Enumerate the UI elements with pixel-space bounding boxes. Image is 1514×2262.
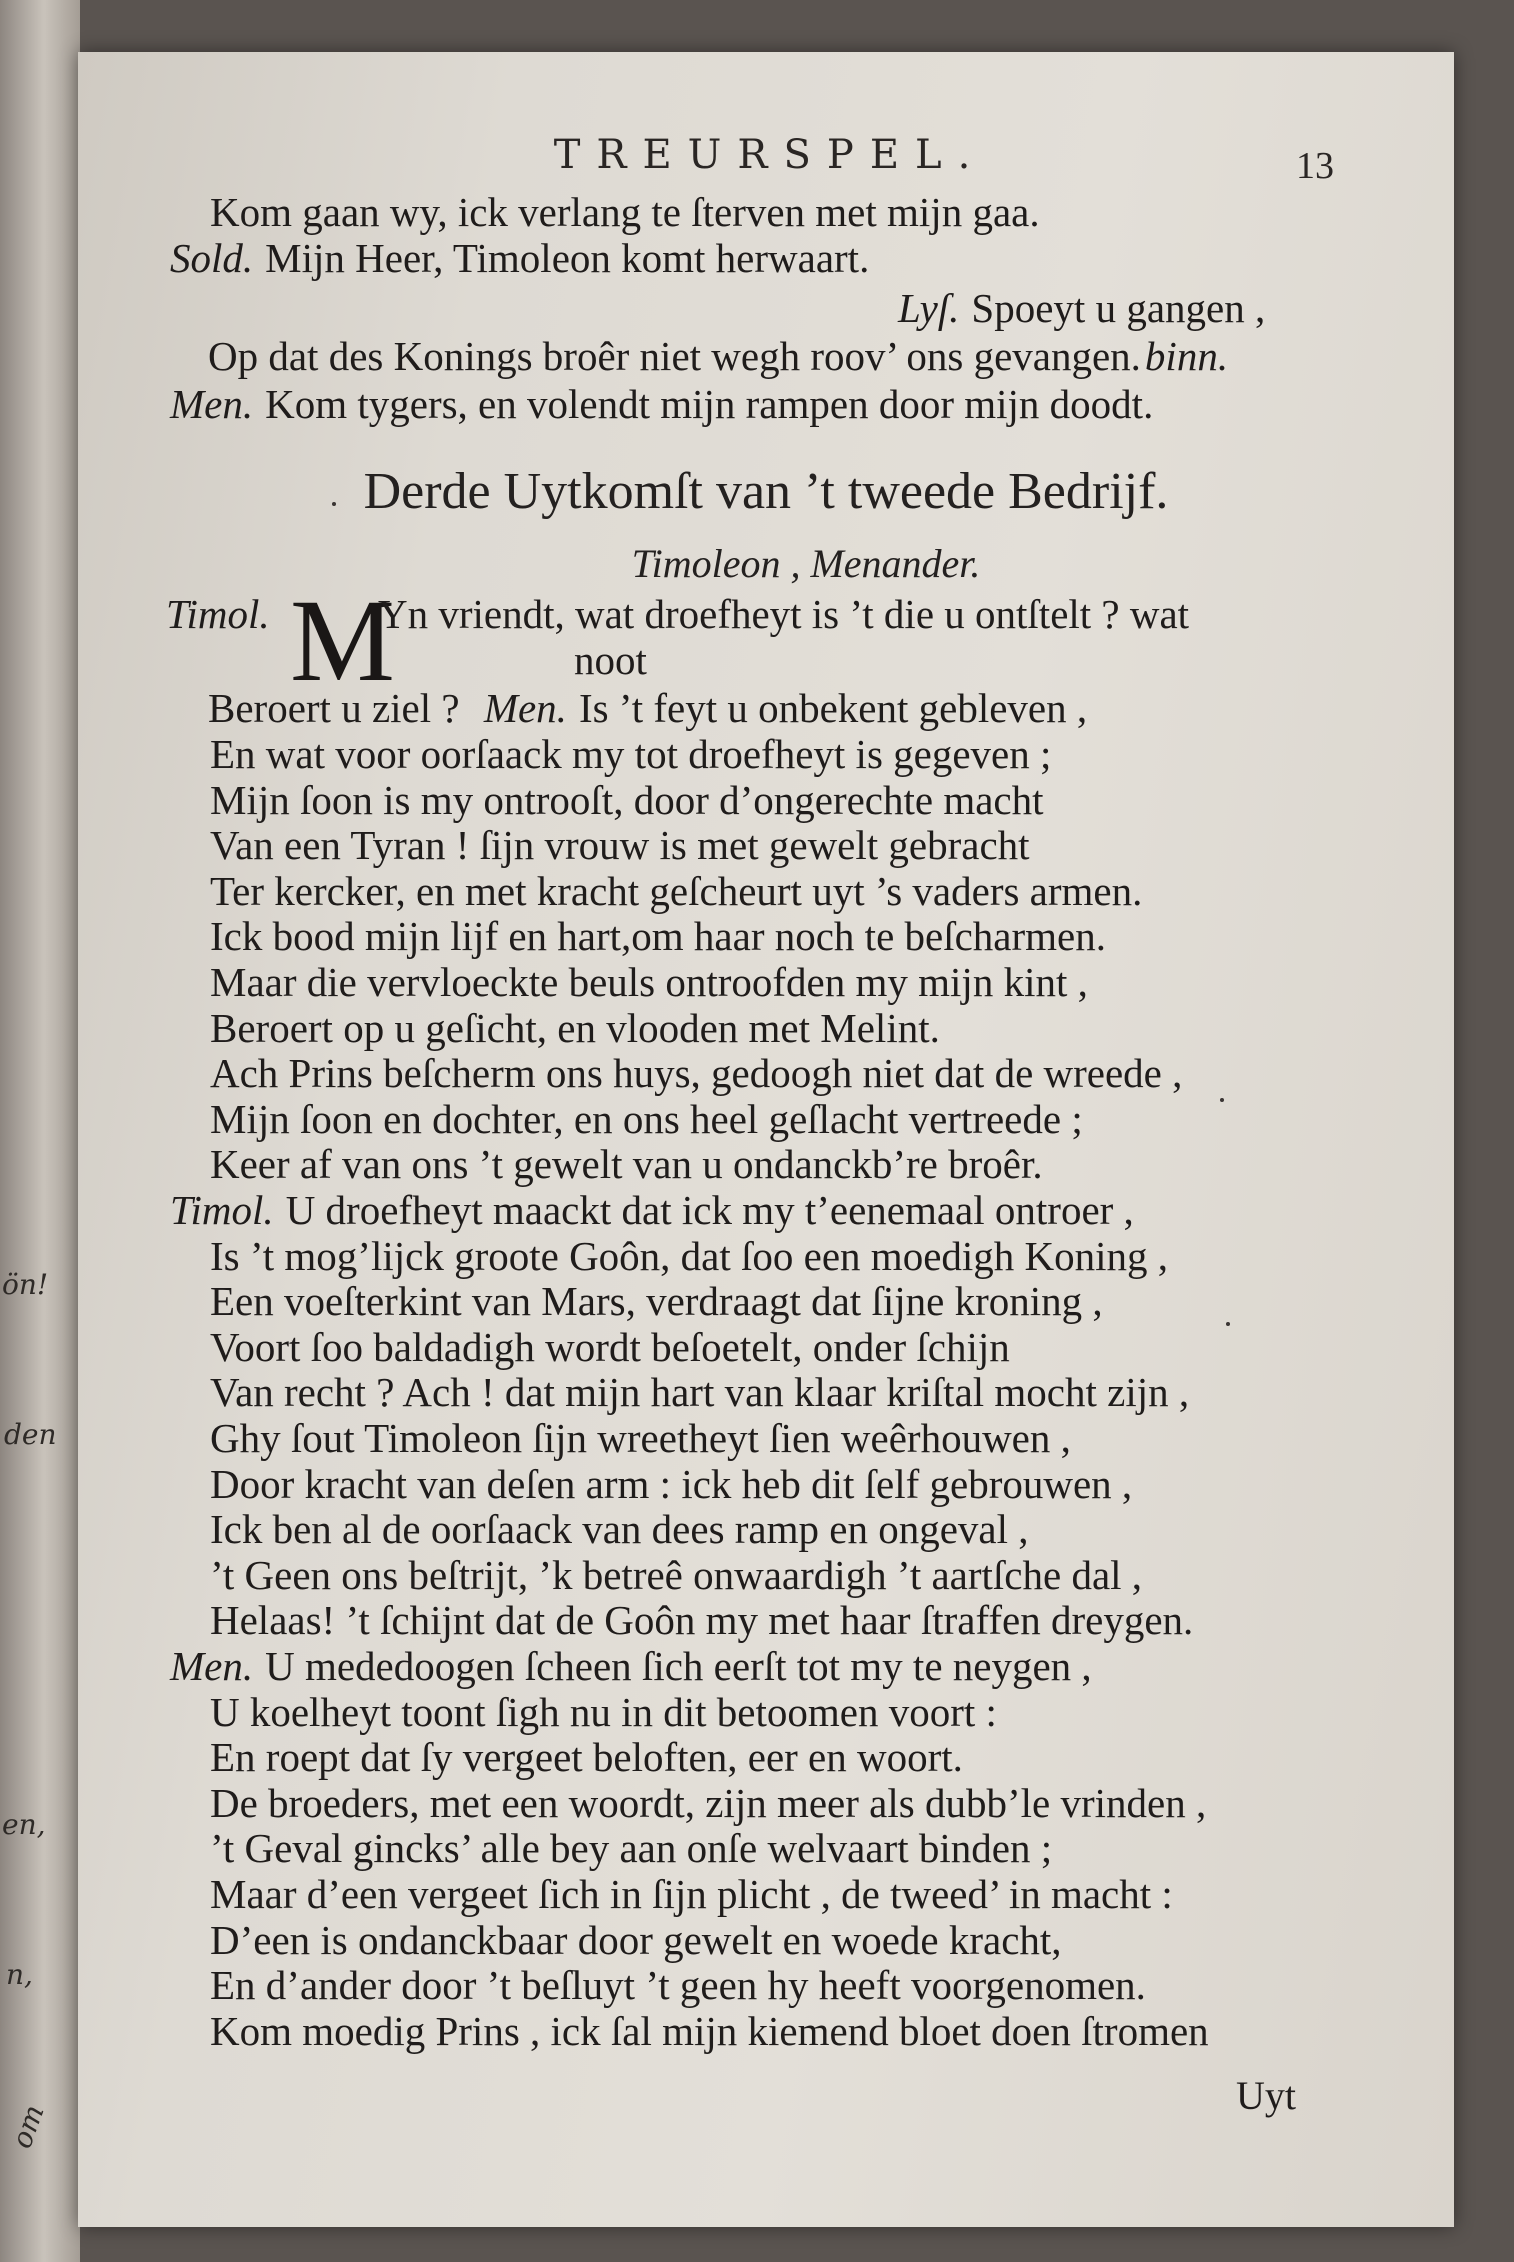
left-fragment: den — [4, 1418, 57, 1451]
verse-text: D’een is ondanckbaar door gewelt en woede kracht, — [210, 1916, 1062, 1963]
verse-line — [210, 1232, 1168, 1280]
verse-text: Ghy ſout Timoleon ſijn wreetheyt ſien weêrhouwen , — [210, 1415, 1071, 1461]
verse-text: Ick ben al de oorſaack van dees ramp en ongeval , — [210, 1506, 1029, 1553]
verse-text: noot — [574, 637, 647, 683]
verse-line — [210, 912, 1106, 960]
verse-line — [210, 1779, 1206, 1827]
verse-text: Is ’t feyt u onbekent gebleven , — [578, 685, 1088, 731]
page-number: 13 — [1296, 145, 1334, 187]
verse-line — [210, 1596, 1193, 1644]
verse-line — [210, 1505, 1029, 1553]
verse-line — [210, 730, 1051, 778]
verse-text: U mededoogen ſcheen ſich eerſt tot my te neygen , — [265, 1643, 1092, 1689]
ink-speck — [332, 502, 336, 506]
verse-text: Voort ſoo baldadigh wordt beſoetelt, onder ſchijn — [210, 1323, 1010, 1370]
verse-text: Yn vriendt, wat droefheyt is ’t die u ontſtelt ? wat — [378, 591, 1190, 637]
verse-line — [170, 1642, 1092, 1690]
verse-text: Maar die vervloeckte beuls ontroofden my mijn kint , — [210, 959, 1088, 1005]
verse-text: Kom moedig Prins , ick ſal mijn kiemend bloet doen ſtromen — [210, 2007, 1209, 2054]
verse-line — [210, 1414, 1071, 1462]
verse-turnover — [574, 636, 647, 684]
running-title: TREURSPEL. — [553, 132, 987, 178]
verse-line — [210, 1095, 1083, 1143]
verse-text: Is ’t mog’lijck groote Goôn, dat ſoo een moedigh Koning , — [210, 1232, 1169, 1279]
speaker-label — [166, 590, 270, 638]
verse-line — [378, 590, 1189, 638]
scene-heading: Derde Uytkomſt van ’t tweede Bedrijf. — [363, 463, 1169, 520]
verse-text: Ach Prins beſcherm ons huys, gedoogh niet dat de wreede , — [210, 1050, 1183, 1097]
verse-text: Een voeſterkint van Mars, verdraagt dat ſijne kroning , — [210, 1278, 1103, 1325]
drop-capital: M — [290, 575, 395, 706]
verse-text: U droefheyt maackt dat ick my t’eenemaal ontroer , — [285, 1187, 1134, 1233]
catchword: Uyt — [1236, 2073, 1296, 2118]
verse-line — [210, 1733, 963, 1781]
verse-line — [210, 1277, 1103, 1325]
verse-text: ’t Geval gincks’ alle bey aan onſe welvaart binden ; — [210, 1825, 1053, 1872]
verse-text: Keer af van ons ’t gewelt van u ondanckb’re broêr. — [210, 1141, 1043, 1188]
verse-text: Van een Tyran ! ſijn vrouw is met gewelt gebracht — [210, 822, 1030, 869]
verse-text: En d’ander door ’t beſluyt ’t geen hy heeft voorgenomen. — [210, 1962, 1146, 2009]
ink-speck — [1226, 1322, 1230, 1326]
verse-text: Kom gaan wy, ick verlang te ſterven met mijn gaa. — [210, 189, 1040, 235]
verse-text: Van recht ? Ach ! dat mijn hart van klaar kriſtal mocht zijn , — [210, 1369, 1190, 1416]
verse-line — [210, 1049, 1182, 1097]
verse-line — [210, 821, 1030, 869]
speaker-label: Men. — [170, 381, 254, 427]
left-fragment: n, — [6, 1958, 33, 1991]
verse-text: U koelheyt toont ſigh nu in dit betoomen voort : — [210, 1688, 997, 1735]
cast-list: Timoleon , Menander. — [631, 541, 981, 586]
verse-line — [210, 1870, 1173, 1918]
verse-line — [210, 1140, 1043, 1188]
verse-text: Op dat des Konings broêr niet wegh roov’ ons gevangen. — [208, 333, 1141, 379]
verse-line — [170, 1186, 1134, 1234]
speaker-label: Men. — [483, 685, 567, 731]
verse-line — [210, 1323, 1010, 1371]
verse-line — [208, 684, 1087, 732]
verse-text: Kom tygers, en volendt mijn rampen door mijn doodt. — [265, 381, 1154, 427]
left-fragment: om — [4, 2100, 51, 2153]
verse-text: Beroert u ziel ? — [208, 685, 460, 731]
verse-text: Ter kercker, en met kracht geſcheurt uyt ’s vaders armen. — [210, 867, 1143, 914]
verse-text: En wat voor oorſaack my tot droefheyt is gegeven ; — [210, 731, 1052, 777]
verse-text: En roept dat ſy vergeet beloften, eer en woort. — [210, 1734, 963, 1781]
speaker-label: Sold. — [170, 235, 254, 281]
stage-direction: binn. — [1144, 333, 1229, 379]
verse-text: Maar d’een vergeet ſich in ſijn plicht , de tweed’ in macht : — [210, 1871, 1173, 1917]
verse-text: Beroert op u geſicht, en vlooden met Melint. — [210, 1004, 940, 1051]
verse-text: Mijn Heer, Timoleon komt herwaart. — [265, 235, 870, 281]
verse-line — [210, 1004, 940, 1052]
verse-line — [210, 188, 1040, 236]
left-fragment: en, — [2, 1808, 46, 1841]
verse-line — [210, 1961, 1146, 2009]
speaker-label: Timol. — [170, 1187, 274, 1233]
verse-line — [170, 380, 1153, 428]
verse-line — [208, 332, 1240, 380]
verse-text: Spoeyt u gangen , — [971, 285, 1266, 331]
book-page — [78, 52, 1454, 2227]
verse-line — [210, 1688, 997, 1736]
verse-line — [210, 1460, 1132, 1508]
verse-line — [210, 867, 1142, 915]
verse-text: Door kracht van deſen arm : ick heb dit ſelf gebrouwen , — [210, 1460, 1133, 1507]
verse-line — [210, 1824, 1052, 1872]
verse-line — [210, 1551, 1142, 1599]
verse-line — [210, 2007, 1209, 2055]
speaker-label: Men. — [170, 1643, 254, 1689]
left-page-edge — [0, 0, 80, 2262]
speaker-label-text: Timol. — [166, 591, 270, 637]
verse-text: Mijn ſoon is my ontrooſt, door d’ongerechte macht — [210, 776, 1044, 823]
verse-text: De broeders, met een woordt, zijn meer als dubb’le vrinden , — [210, 1779, 1207, 1826]
left-fragment: ön! — [2, 1268, 49, 1301]
verse-text: Ick bood mijn lijf en hart,om haar noch te beſcharmen. — [210, 913, 1106, 960]
verse-line — [210, 1916, 1062, 1964]
speaker-label: Lyſ. — [898, 285, 960, 331]
verse-line — [210, 1368, 1189, 1416]
ink-speck — [1220, 1098, 1224, 1102]
verse-text: Mijn ſoon en dochter, en ons heel geſlacht vertreede ; — [210, 1095, 1083, 1142]
verse-line — [210, 776, 1044, 824]
verse-line — [210, 958, 1088, 1006]
verse-line — [170, 234, 869, 282]
verse-text: Helaas! ’t ſchijnt dat de Goôn my met haar ſtraffen dreygen. — [210, 1597, 1194, 1644]
verse-text: ’t Geen ons beſtrijt, ’k betreê onwaardigh ’t aartſche dal , — [210, 1551, 1143, 1598]
verse-line — [898, 284, 1265, 332]
